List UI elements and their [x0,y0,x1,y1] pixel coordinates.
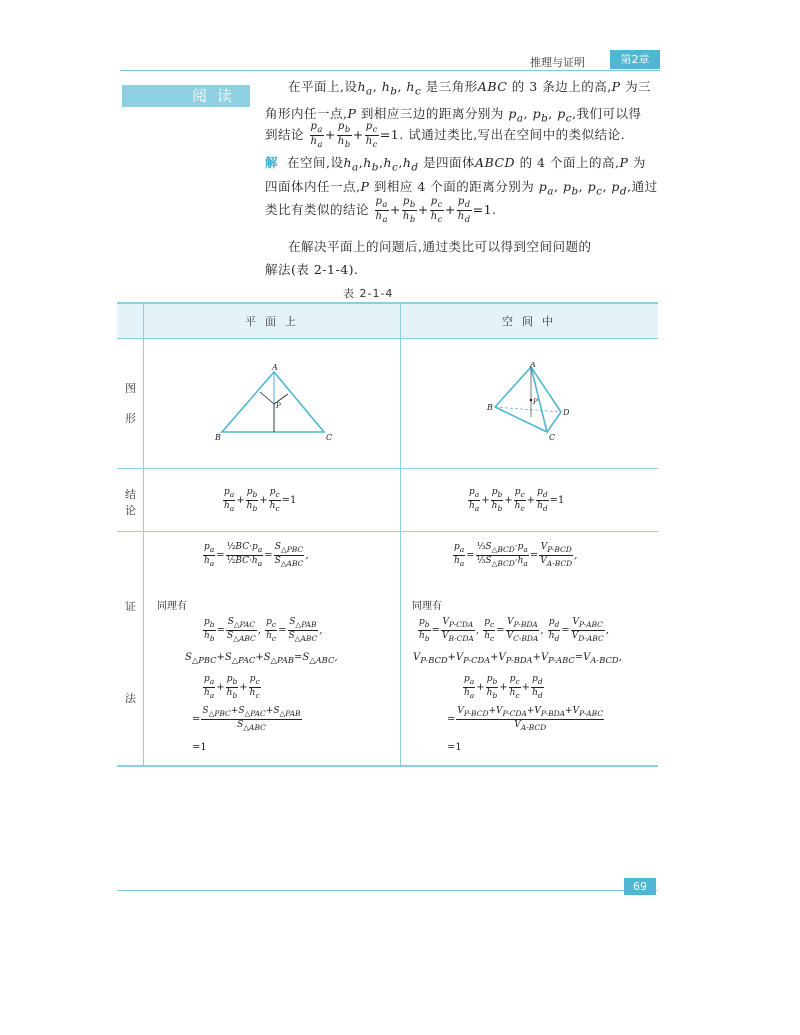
intro-text-2b: 到相应三边的距离分别为 [360,106,504,121]
closing-line-1: 在解决平面上的问题后,通过类比可以得到空间问题的 [288,239,592,254]
comparison-table [117,302,658,767]
plane-proof-step-4: $\frac{p_a}{h_a}$ + $\frac{p_b}{h_b}$ + $\frac{p_c}{h_c}$ [204,674,260,700]
table-top-rule [117,302,658,304]
footer-divider [117,890,657,891]
table-header-row [117,302,658,338]
space-proof-step-5: = $\frac{V_{P-BCD}+V_{P-CDA}+V_{P-BDA}+V_{P-ABC}}{V_{A-BCD}}$ [447,706,604,732]
intro-text-1b: 是三角形 [425,79,478,94]
intro-text-3a: 到结论 [265,127,305,142]
svg-text:C: C [326,433,333,442]
svg-text:B: B [487,403,493,412]
space-proof-result: =1 [447,742,462,753]
svg-text:P: P [276,402,281,410]
svg-text:A: A [272,363,278,372]
solution-label: 解 [265,155,279,170]
chapter-badge: 第2章 [610,50,660,69]
row-label-conclusion-1: 结 [125,488,136,501]
solution-text-1b: 是四面体 [423,155,476,170]
table-rule [117,468,658,469]
reading-badge: 阅读 [122,85,250,107]
table-col-rule [400,302,401,767]
closing-line-2: 解法(表 2-1-4). [265,262,359,277]
solution-text-3b: . [492,202,497,217]
row-label-proof-1: 证 [125,600,136,613]
row-label-figure-1: 图 [125,382,136,395]
page-number: 69 [624,878,656,895]
intro-text-1a: 在平面上,设 [288,79,358,94]
solution-line-1: 解 在空间,设$h_a,h_b,h_c,h_d$ 是四面体ABCD 的 4 个面上的高,P 为 [265,155,646,174]
svg-text:B: B [215,433,221,442]
space-proof-same-reason: 同理有 [412,601,442,612]
col-header-plane: 平面上 [245,315,305,328]
solution-text-2b: 到相应 4 个面的距离分别为 [373,179,535,194]
svg-text:D: D [563,408,570,417]
solution-text-1a: 在空间,设 [286,155,344,170]
plane-proof-step-2: $\frac{p_b}{h_b}$ = $\frac{S_{\triangle PAC}}{S_{\triangle ABC}}$ , $\frac{p_c}{h_c}$ = $\frac{S_{\triangle PAB}}{S_{\triangle ABC}}$ , [204,617,323,643]
space-proof-step-3: $V_{P-BCD}+V_{P-CDA}+V_{P-BDA}+V_{P-ABC}=V_{A-BCD}$, [413,652,622,665]
solution-text-3a: 类比有类似的结论 [265,202,370,217]
svg-text:C: C [549,433,556,442]
triangle-figure [212,362,337,444]
plane-proof-step-3: $S_{\triangle PBC}+S_{\triangle PAC}+S_{\triangle PAB}=S_{\triangle ABC}$, [185,652,338,665]
row-label-conclusion-2: 论 [125,504,136,517]
solution-text-2c: ,通过 [627,179,658,194]
header-divider [120,70,660,71]
header-title: 推理与证明 [530,56,585,69]
solution-text-1d: 为 [632,155,646,170]
col-header-space: 空间中 [502,315,562,328]
table-bottom-rule [117,765,658,767]
plane-proof-result: =1 [192,742,207,753]
svg-text:A: A [530,362,536,369]
intro-text-1d: 为三 [625,79,652,94]
intro-line-1: 在平面上,设$h_a$, $h_b$, $h_c$ 是三角形ABC 的 3 条边上的高,P 为三 [288,79,652,98]
intro-text-2a: 角形内任一点, [265,106,348,121]
table-rule [117,531,658,532]
plane-proof-same-reason: 同理有 [157,601,187,612]
plane-proof-step-1: $\frac{p_a}{h_a}$ = $\frac{\frac{1}{2}BC\cdot p_a}{\frac{1}{2}BC\cdot h_a}$ = $\frac{S_{\triangle PBC}}{S_{\triangle ABC}}$ , [204,542,309,568]
intro-line-3: 到结论 $\frac{p_a}{h_a}$ + $\frac{p_b}{h_b}$ + $\frac{p_c}{h_c}$ =1. 试通过类比,写出在空间中的类似结论. [265,121,626,149]
row-label-proof-2: 法 [125,692,136,705]
intro-text-2c: ,我们可以得 [572,106,642,121]
solution-line-3: 类比有类似的结论 $\frac{p_a}{h_a}$ + $\frac{p_b}{h_b}$ + $\frac{p_c}{h_c}$ + $\frac{p_d}{h_d}$ =1. [265,196,497,224]
space-proof-step-2: $\frac{p_b}{h_b}$ = $\frac{V_{P-CDA}}{V_{B-CDA}}$ , $\frac{p_c}{h_c}$ = $\frac{V_{P-BDA}}{V_{C-BDA}}$ , $\frac{p_d}{h_d}$ = $\frac{V_{P-ABC}}{V_{D-ABC}}$ , [419,617,609,643]
table-caption: 表 2-1-4 [343,287,394,300]
intro-line-2: 角形内任一点,P 到相应三边的距离分别为 $p_a$, $p_b$, $p_c$,我们可以得 [265,106,642,125]
space-conclusion: $\frac{p_a}{h_a}$ + $\frac{p_b}{h_b}$ + $\frac{p_c}{h_c}$ + $\frac{p_d}{h_d}$ =1 [469,487,565,513]
solution-text-1c: 的 4 个面上的高, [519,155,620,170]
plane-proof-step-5: = $\frac{S_{\triangle PBC}+S_{\triangle PAC}+S_{\triangle PAB}}{S_{\triangle ABC}}$ [192,706,301,732]
table-rule [117,338,658,339]
svg-text:P: P [533,398,538,406]
solution-line-2: 四面体内任一点,P 到相应 4 个面的距离分别为 $p_a$, $p_b$, $p_c$, $p_d$,通过 [265,179,658,198]
intro-text-1c: 的 3 条边上的高, [511,79,612,94]
intro-text-3b: . 试通过类比,写出在空间中的类似结论. [399,127,626,142]
row-label-figure-2: 形 [125,412,136,425]
plane-conclusion: $\frac{p_a}{h_a}$ + $\frac{p_b}{h_b}$ + $\frac{p_c}{h_c}$ =1 [224,487,297,513]
solution-text-2a: 四面体内任一点, [265,179,361,194]
space-proof-step-4: $\frac{p_a}{h_a}$ + $\frac{p_b}{h_b}$ + $\frac{p_c}{h_c}$ + $\frac{p_d}{h_d}$ [464,674,543,700]
tetrahedron-figure [485,362,580,447]
space-proof-step-1: $\frac{p_a}{h_a}$ = $\frac{\frac{1}{3}S_{\triangle BCD}\cdot p_a}{\frac{1}{3}S_{\triangle BCD}\cdot h_a}$ = $\frac{V_{P-BCD}}{V_{A-BCD}}$ , [454,542,578,568]
